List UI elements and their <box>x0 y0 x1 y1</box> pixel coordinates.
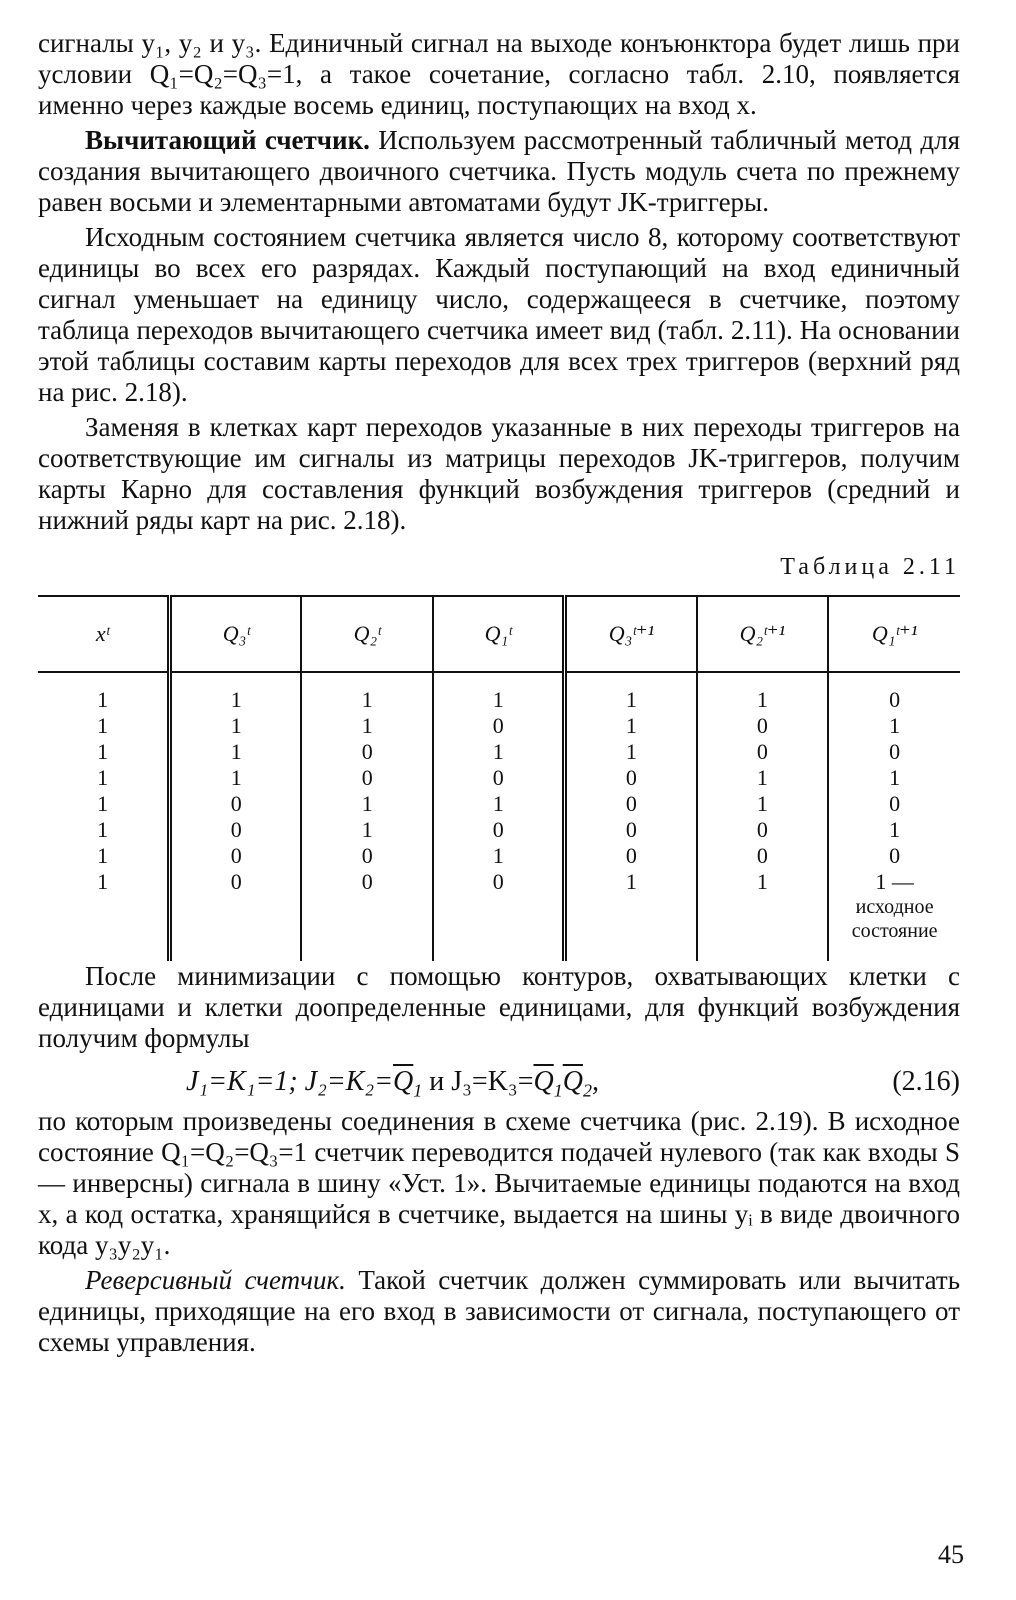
section-title-reversible-counter: Реверсивный счетчик. <box>85 1265 346 1295</box>
column-values: 1 0 0 1 1 0 0 1 <box>756 687 768 894</box>
q2-bar: $\overline{Q}$ <box>562 1066 583 1097</box>
table-column-cell <box>828 672 960 961</box>
table-header-cell: Q₁ᵗ <box>433 596 565 672</box>
column-values: 1 0 1 0 1 0 1 0 <box>492 687 504 894</box>
table-body-row <box>38 672 960 961</box>
column-values: 1 1 0 0 1 1 0 0 <box>361 687 373 894</box>
section-title-subtracting-counter: Вычитающий счетчик. <box>85 125 370 155</box>
table-header-cell: Q₁ᵗ⁺¹ <box>828 596 960 672</box>
equation-formula <box>186 1066 599 1102</box>
table-header-row <box>38 596 960 672</box>
column-values: 0 1 0 1 0 1 0 1 — <box>875 687 914 894</box>
equation-number: (2.16) <box>892 1066 960 1097</box>
table-header-cell: Q₃ᵗ <box>170 596 302 672</box>
table-header-cell: Q₂ᵗ⁺¹ <box>697 596 829 672</box>
table-column-cell <box>697 672 829 961</box>
table-header-cell: Q₂ᵗ <box>301 596 433 672</box>
table-column-cell <box>433 672 565 961</box>
page-content <box>38 28 960 1358</box>
paragraph-1: сигналы y₁, y₂ и y₃. Единичный сигнал на выходе конъюнктора будет лишь при условии Q₁=Q₂=Q₃=1, а такое сочетание, согласно табл. 2.10, появляется именно через каждые восемь единиц, поступающих на вход x. <box>38 28 960 120</box>
paragraph-3: Исходным состоянием счетчика является число 8, которому соответствуют единицы во всех его разрядах. Каждый поступающий на вход единичный сигнал уменьшает на единицу число, содержащееся в счетчике, поэтому таблица переходов вычитающего счетчика имеет вид (табл. 2.11). На основании этой таблицы составим карты переходов для всех трех триггеров (верхний ряд на рис. 2.18). <box>38 222 960 407</box>
transition-table <box>38 595 960 961</box>
initial-state-note: исходное состояние <box>851 896 938 942</box>
q1-subscript: 1 <box>413 1080 423 1101</box>
column-values: 1 1 1 1 1 1 1 1 <box>97 687 109 894</box>
table-column-cell <box>565 672 697 961</box>
paragraph-2-body: Используем рассмотренный табличный метод для создания вычитающего двоичного счетчика. Пусть модуль счета по прежнему равен восьми и элементарными автоматами будут JK-триггеры. <box>38 125 961 217</box>
page-number: 45 <box>938 1540 964 1569</box>
paragraph-subtracting-counter <box>38 125 960 218</box>
equation-part: , <box>591 1066 599 1097</box>
equation-part: и J₃=K₃= <box>422 1066 534 1097</box>
q1-bar: $\overline{Q}$ <box>393 1066 414 1097</box>
table-column-cell <box>38 672 170 961</box>
equation-part: J₁=K₁=1; J₂=K₂= <box>186 1066 394 1097</box>
column-values: 1 1 1 1 0 0 0 0 <box>230 687 242 894</box>
table-header-cell: Q₃ᵗ⁺¹ <box>565 596 697 672</box>
table-caption: Таблица 2.11 <box>780 554 960 580</box>
paragraph-4: Заменяя в клетках карт переходов указанные в них переходы триггеров на соответствующие им сигналы из матрицы переходов JK-триггеров, получим карты Карно для составления функций возбуждения триггеров (средний и нижний ряды карт на рис. 2.18). <box>38 412 960 535</box>
q1-bar: $\overline{Q}$ <box>533 1066 554 1097</box>
equation-2-16 <box>38 1060 960 1104</box>
paragraph-7-body: Такой счетчик должен суммировать или вычитать единицы, приходящие на его вход в зависимости от сигнала, поступающего от схемы управления. <box>38 1265 961 1357</box>
q2-subscript: 2 <box>582 1080 592 1101</box>
column-values: 1 1 1 0 0 0 0 1 <box>625 687 637 894</box>
paragraph-5: После минимизации с помощью контуров, охватывающих клетки с единицами и клетки доопределенные единицами, для функций возбуждения получим формулы <box>38 961 960 1053</box>
paragraph-reversible-counter <box>38 1265 960 1358</box>
table-header-cell: xᵗ <box>38 596 170 672</box>
paragraph-6: по которым произведены соединения в схеме счетчика (рис. 2.19). В исходное состояние Q₁=Q₂=Q₃=1 счетчик переводится подачей нулевого (так как входы S — инверсны) сигнала в шину «Уст. 1». Вычитаемые единицы подаются на вход x, а код остатка, хранящийся в счетчике, выдается на шины yᵢ в виде двоичного кода y₃y₂y₁. <box>38 1106 960 1260</box>
table-column-cell <box>170 672 302 961</box>
table-column-cell <box>301 672 433 961</box>
q1-subscript: 1 <box>553 1080 563 1101</box>
